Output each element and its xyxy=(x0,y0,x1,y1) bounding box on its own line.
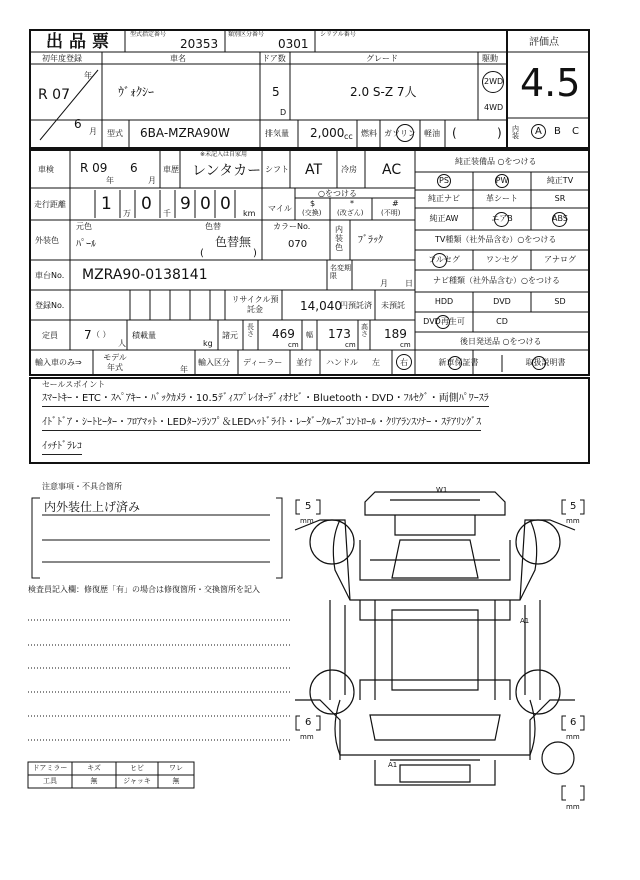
damage-a1-bottom: A1 xyxy=(388,761,398,769)
later-warranty-circle xyxy=(448,356,462,370)
tv-analog: アナログ xyxy=(544,255,576,264)
length-unit: cm xyxy=(288,341,299,349)
grade: 2.0 S-Z 7人 xyxy=(350,85,417,99)
sales-title: セールスポイント xyxy=(42,380,106,389)
year-era: R 07 xyxy=(38,87,70,103)
year-label: 初年度登録 xyxy=(42,54,82,63)
car-name: ｳﾞｫｸｼｰ xyxy=(118,85,155,99)
length-label: 長さ xyxy=(247,323,254,338)
equip-airbag-circle xyxy=(494,212,509,227)
acc-tools-label: 工具 xyxy=(43,777,57,785)
inspection-label: 車検 xyxy=(38,165,54,174)
interior-color-label: 内装色 xyxy=(335,225,343,252)
damage-w1: W1 xyxy=(436,486,448,494)
fuel-paren-close: ) xyxy=(497,126,502,140)
ac: AC xyxy=(382,162,402,178)
navi-sd: SD xyxy=(554,297,566,306)
tamper-label: (改ざん) xyxy=(337,209,364,217)
fuel-label: 燃料 xyxy=(361,129,377,138)
color-change-paren-open: ( xyxy=(200,248,204,259)
unknown-label: (不明) xyxy=(381,209,401,217)
import-label: 輸入車のみ⇒ xyxy=(35,358,82,367)
equip-title: 純正装備品 ○をつける xyxy=(455,157,537,166)
tamper-mark: * xyxy=(350,199,354,208)
ac-label: 冷房 xyxy=(341,165,357,174)
equip-leather: 革シート xyxy=(486,194,518,203)
grade-label: グレード xyxy=(366,54,398,63)
equip-airbag: エアB xyxy=(491,214,513,223)
navi-dvd-play-circle xyxy=(436,315,450,329)
mileage-label: 走行距離 xyxy=(34,200,66,209)
notes-text: 内外装仕上げ済み xyxy=(44,500,141,514)
category-label: 類別区分番号 xyxy=(228,31,265,38)
equip-abs: ABS xyxy=(552,214,568,223)
km-unit: km xyxy=(243,209,256,218)
color-change-label: 色替 xyxy=(205,222,221,231)
score-label: 評価点 xyxy=(529,37,559,48)
inspection-month: 6 xyxy=(130,161,138,175)
mile-label: マイル xyxy=(268,204,292,213)
reg-label: 登録No. xyxy=(35,301,65,310)
reg-month: 6 xyxy=(74,117,82,131)
acc-header-crack: ヒビ xyxy=(130,764,144,772)
chassis-label: 車台No. xyxy=(35,271,65,280)
recycle-amount: 14,040 xyxy=(300,299,342,313)
history: レンタカー xyxy=(192,163,262,179)
handle-label: ハンドル xyxy=(326,358,358,367)
tread-rear-right-mm: mm xyxy=(566,733,580,741)
capacity-unit: 人 xyxy=(118,339,126,348)
doors-label: ドア数 xyxy=(262,54,286,63)
damage-a1-right: A1 xyxy=(520,617,530,625)
recycle-status: 未預託 xyxy=(381,301,405,310)
mark-label: ○をつける xyxy=(318,189,357,198)
tv-fullseg-circle xyxy=(432,253,447,268)
inspection-year-unit: 年 xyxy=(106,176,114,185)
capacity-label: 定員 xyxy=(42,331,58,340)
sales-line-2: ｲﾄﾞﾄﾞｱ・ｼｰﾄﾋｰﾀｰ・ﾌﾛｱﾏｯﾄ・LEDﾀｰﾝﾗﾝﾌﾟ＆LEDﾍｯﾄﾞﾗｲﾄ・ﾚｰﾀﾞｰｸﾙｰｽﾞｺﾝﾄﾛｰﾙ・ｸﾘｱﾗﾝｽｿﾅｰ・ｽﾃｱﾘﾝｸﾞｽ xyxy=(42,418,481,431)
load-unit: kg xyxy=(203,339,213,348)
mileage-digit-4: 0 xyxy=(200,194,211,214)
handle-right: 右 xyxy=(400,358,408,367)
reg-month-unit: 月 xyxy=(89,127,97,136)
fuel-paren-open: ( xyxy=(452,126,457,140)
navi-hdd: HDD xyxy=(434,297,454,306)
later-manual: 取扱説明書 xyxy=(525,358,566,367)
tread-front-left-mm: mm xyxy=(300,517,314,525)
model: 6BA-MZRA90W xyxy=(140,126,230,140)
equip-ps: PS xyxy=(439,176,449,185)
width-label: 幅 xyxy=(306,331,313,339)
tv-oneseg: ワンセグ xyxy=(486,255,518,264)
mileage-digit-2: 0 xyxy=(141,194,152,214)
history-label: 車歴 xyxy=(163,165,179,174)
tread-rear-left-mm: mm xyxy=(300,733,314,741)
mileage-digit-1: 1 xyxy=(101,194,112,214)
name-change-month: 月 xyxy=(380,279,388,288)
load-label: 積載量 xyxy=(132,331,156,340)
equip-pw-circle xyxy=(495,174,509,188)
drive-2wd: 2WD xyxy=(484,77,504,86)
swap-mark: $ xyxy=(310,199,316,208)
capacity: 7 xyxy=(84,328,92,342)
mileage-digit-5: 0 xyxy=(220,194,231,214)
interior-c: C xyxy=(572,126,579,137)
name-change-day: 日 xyxy=(405,279,413,288)
equip-navi: 純正ナビ xyxy=(428,194,460,203)
interior-b: B xyxy=(554,126,561,137)
car-diagram xyxy=(295,492,575,785)
equip-ps-circle xyxy=(437,174,451,188)
dims-label: 諸元 xyxy=(222,331,238,340)
acc-header-break: ワレ xyxy=(169,764,183,772)
mileage-digit-3: 9 xyxy=(180,194,191,214)
color-orig-label: 元色 xyxy=(76,222,92,231)
later-title: 後日発送品 ○をつける xyxy=(460,337,542,346)
tread-front-left: 5 xyxy=(305,501,312,512)
equip-tv: 純正TV xyxy=(546,176,574,185)
mileage-sen: 千 xyxy=(163,209,171,218)
year-unit: 年 xyxy=(84,71,92,80)
drive-label: 駆動 xyxy=(482,54,498,63)
equip-sr: SR xyxy=(554,194,566,203)
tv-fullseg: フルセグ xyxy=(428,255,460,264)
acc-header-scratch: キズ xyxy=(87,764,101,772)
sales-line-3: ｲｯﾁﾄﾞﾗﾚｺ xyxy=(42,442,82,455)
interior-a: A xyxy=(535,126,542,137)
model-label: 型式 xyxy=(107,129,123,138)
tread-front-right: 5 xyxy=(570,501,577,512)
cc-unit: cc xyxy=(344,132,353,141)
model-year-label: モデル年式 xyxy=(103,353,127,372)
equip-pw: PW xyxy=(495,176,509,185)
acc-tools-value: 無 xyxy=(90,777,98,785)
color-change: 色替無 xyxy=(215,235,252,249)
color: ﾊﾟｰﾙ xyxy=(76,239,96,250)
mileage-man: 万 xyxy=(123,209,131,218)
car-name-label: 車名 xyxy=(170,54,186,63)
acc-jack-value: 無 xyxy=(172,777,180,785)
auction-no-label: 型式指定番号 xyxy=(130,31,167,38)
navi-cd: CD xyxy=(496,317,508,326)
width: 173 xyxy=(328,327,351,341)
recycle-unit: 円預託済 xyxy=(340,301,372,310)
inspector-title: 検査員記入欄：修復歴「有」の場合は修復箇所・交換箇所を記入 xyxy=(28,585,260,594)
tread-spare-mm: mm xyxy=(566,803,580,811)
shift-label: シフト xyxy=(265,165,289,174)
displacement: 2,000 xyxy=(310,126,345,140)
history-note: ※未記入は自家用 xyxy=(200,151,248,158)
handle-left: 左 xyxy=(372,358,380,367)
drive-4wd: 4WD xyxy=(484,103,504,112)
notes-title: 注意事項・不具合箇所 xyxy=(42,482,122,491)
swap-label: (交換) xyxy=(302,209,322,217)
navi-dvd-play: DVD再生可 xyxy=(423,317,465,326)
fuel-gas-circle xyxy=(396,124,414,142)
fuel-gas: ガソリン xyxy=(384,129,416,138)
acc-header-mirror: ドアミラー xyxy=(32,764,68,772)
sales-line-1: ｽﾏｰﾄｷｰ・ETC・ｽﾍﾟｱｷｰ・ﾊﾞｯｸｶﾒﾗ・10.5ﾃﾞｨｽﾌﾟﾚｲｵｰﾃﾞｨｵﾅﾋﾞ・Bluetooth・DVD・ﾌﾙｾｸﾞ・両側ﾊﾟﾜｰｽﾗ xyxy=(42,394,489,407)
displacement-label: 排気量 xyxy=(265,129,289,138)
serial-label: シリアル番号 xyxy=(320,31,356,38)
later-warranty: 新車保証書 xyxy=(438,358,479,367)
chassis-no: MZRA90-0138141 xyxy=(82,267,208,283)
shift: AT xyxy=(305,162,323,178)
interior-color: ﾌﾞﾗｯｸ xyxy=(358,235,383,246)
capacity-paren: （ ） xyxy=(92,330,111,339)
name-change-label: 名変期限 xyxy=(330,264,351,281)
color-change-paren-close: ) xyxy=(253,248,257,259)
doors: 5 xyxy=(272,85,280,99)
navi-dvd: DVD xyxy=(493,297,511,306)
height-unit: cm xyxy=(400,341,411,349)
score: 4.5 xyxy=(520,61,581,105)
height-label: 高さ xyxy=(361,323,368,338)
import-class-label: 輸入区分 xyxy=(198,358,230,367)
unknown-mark: # xyxy=(392,199,399,208)
parallel: 並行 xyxy=(296,358,312,367)
tread-front-right-mm: mm xyxy=(566,517,580,525)
fuel-diesel: 軽油 xyxy=(424,129,440,138)
tv-title: TV種類（社外品含む）○をつける xyxy=(435,235,557,244)
tread-rear-right: 6 xyxy=(570,717,577,728)
model-year-unit: 年 xyxy=(180,365,188,374)
width-unit: cm xyxy=(345,341,356,349)
color-no-label: カラーNo. xyxy=(273,222,311,231)
color-section-label: 外装色 xyxy=(35,236,59,245)
equip-aw: 純正AW xyxy=(429,214,459,223)
form-title: 出品票 xyxy=(46,32,115,52)
inspection-year: R 09 xyxy=(80,161,108,175)
equip-abs-circle xyxy=(552,212,567,227)
navi-title: ナビ種類（社外品含む）○をつける xyxy=(433,276,560,285)
length: 469 xyxy=(272,327,295,341)
acc-jack-label: ジャッキ xyxy=(123,777,151,785)
later-manual-circle xyxy=(532,356,546,370)
height: 189 xyxy=(384,327,407,341)
dealer: ディーラー xyxy=(243,358,283,367)
doors-type: D xyxy=(280,108,287,117)
auction-no: 20353 xyxy=(180,37,219,51)
recycle-label: リサイクル預託金 xyxy=(231,295,279,314)
category-no: 0301 xyxy=(278,37,309,51)
inspection-month-unit: 月 xyxy=(148,176,156,185)
tread-rear-left: 6 xyxy=(305,717,312,728)
color-no: 070 xyxy=(288,239,308,250)
interior-label: 内装 xyxy=(512,125,519,140)
